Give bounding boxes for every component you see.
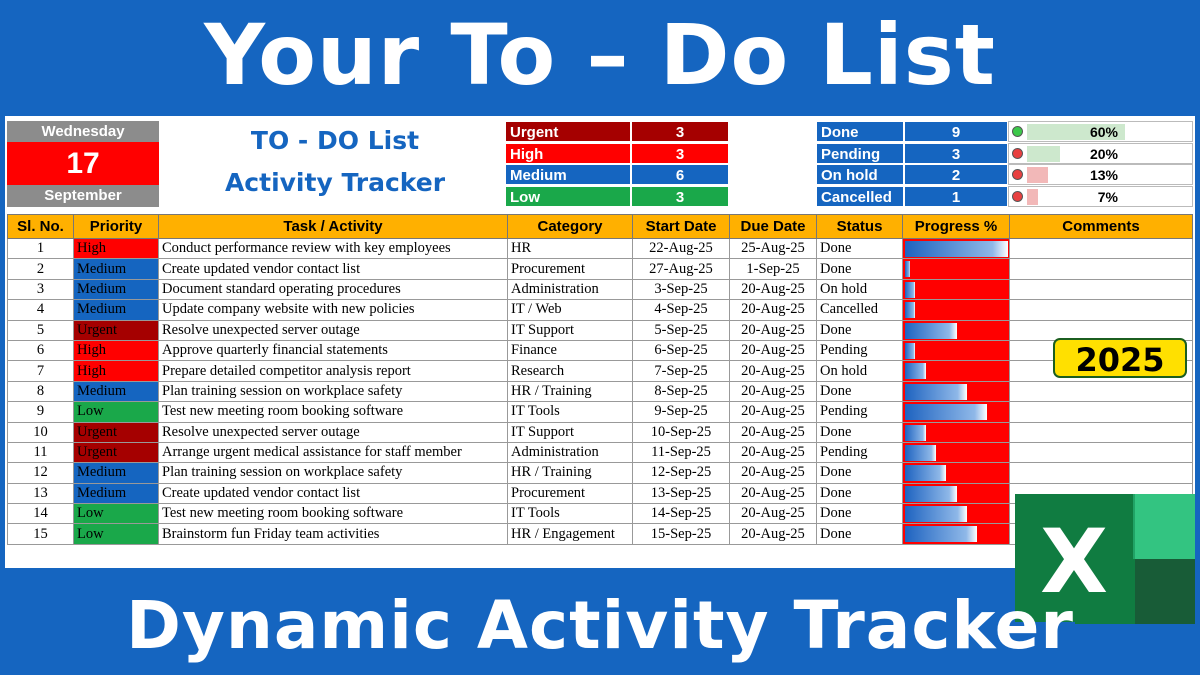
progress-bar	[905, 486, 957, 502]
priority-summary-count: 3	[631, 121, 729, 142]
row-progress	[903, 361, 1010, 381]
row-status: Pending	[817, 340, 903, 360]
row-task: Brainstorm fun Friday team activities	[159, 524, 508, 544]
row-priority: High	[74, 361, 159, 381]
progress-bar	[905, 343, 915, 359]
table-row	[8, 381, 1193, 401]
row-start-date: 11-Sep-25	[633, 442, 730, 462]
row-priority: High	[74, 340, 159, 360]
row-serial-number: 10	[8, 422, 74, 442]
row-priority: Urgent	[74, 442, 159, 462]
date-day-number: 17	[7, 142, 159, 185]
priority-summary-label: High	[505, 143, 631, 164]
priority-summary-count: 3	[631, 143, 729, 164]
row-serial-number: 6	[8, 340, 74, 360]
row-priority: Medium	[74, 300, 159, 320]
row-task: Resolve unexpected server outage	[159, 320, 508, 340]
row-due-date: 20-Aug-25	[730, 402, 817, 422]
row-due-date: 20-Aug-25	[730, 422, 817, 442]
row-progress	[903, 504, 1010, 524]
status-summary-count: 1	[904, 186, 1008, 207]
row-category: Administration	[508, 279, 633, 299]
row-priority: Medium	[74, 259, 159, 279]
excel-letter: X	[1040, 510, 1108, 613]
column-header: Start Date	[633, 215, 730, 239]
priority-summary-label: Low	[505, 186, 631, 207]
row-category: HR / Training	[508, 463, 633, 483]
row-start-date: 13-Sep-25	[633, 483, 730, 503]
row-priority: Medium	[74, 483, 159, 503]
progress-bar	[905, 282, 915, 298]
row-due-date: 1-Sep-25	[730, 259, 817, 279]
spreadsheet-area	[5, 116, 1195, 613]
row-progress	[903, 463, 1010, 483]
column-header: Progress %	[903, 215, 1010, 239]
row-progress	[903, 422, 1010, 442]
row-serial-number: 3	[8, 279, 74, 299]
row-comments[interactable]	[1010, 279, 1193, 299]
progress-bar	[905, 404, 987, 420]
row-status: Done	[817, 239, 903, 259]
row-category: IT Support	[508, 320, 633, 340]
progress-bar	[905, 241, 1008, 257]
status-percent-cell	[1008, 164, 1193, 185]
row-progress	[903, 381, 1010, 401]
row-task: Resolve unexpected server outage	[159, 422, 508, 442]
row-serial-number: 4	[8, 300, 74, 320]
row-start-date: 12-Sep-25	[633, 463, 730, 483]
row-priority: Medium	[74, 279, 159, 299]
row-serial-number: 11	[8, 442, 74, 462]
row-status: Pending	[817, 402, 903, 422]
row-comments[interactable]	[1010, 239, 1193, 259]
row-status: Done	[817, 504, 903, 524]
row-priority: Urgent	[74, 422, 159, 442]
progress-bar	[905, 302, 915, 318]
row-task: Test new meeting room booking software	[159, 504, 508, 524]
row-task: Approve quarterly financial statements	[159, 340, 508, 360]
row-start-date: 14-Sep-25	[633, 504, 730, 524]
row-category: IT Support	[508, 422, 633, 442]
tracker-subtitle: Activity Tracker	[224, 168, 446, 197]
row-task: Plan training session on workplace safety	[159, 463, 508, 483]
row-comments[interactable]	[1010, 422, 1193, 442]
row-priority: Urgent	[74, 320, 159, 340]
row-serial-number: 8	[8, 381, 74, 401]
row-category: HR / Training	[508, 381, 633, 401]
row-serial-number: 9	[8, 402, 74, 422]
row-progress	[903, 259, 1010, 279]
row-category: IT Tools	[508, 504, 633, 524]
row-priority: Medium	[74, 463, 159, 483]
row-start-date: 7-Sep-25	[633, 361, 730, 381]
year-badge: 2025	[1053, 338, 1187, 378]
column-header: Category	[508, 215, 633, 239]
progress-bar	[905, 384, 967, 400]
row-task: Update company website with new policies	[159, 300, 508, 320]
row-due-date: 25-Aug-25	[730, 239, 817, 259]
status-summary-label: On hold	[816, 164, 904, 185]
row-progress	[903, 300, 1010, 320]
row-priority: Low	[74, 402, 159, 422]
row-progress	[903, 340, 1010, 360]
row-start-date: 10-Sep-25	[633, 422, 730, 442]
row-due-date: 20-Aug-25	[730, 361, 817, 381]
row-task: Create updated vendor contact list	[159, 483, 508, 503]
table-row	[8, 279, 1193, 299]
date-month: September	[7, 185, 159, 207]
row-serial-number: 14	[8, 504, 74, 524]
row-status: Done	[817, 259, 903, 279]
table-row	[8, 361, 1193, 381]
status-percent-cell	[1008, 186, 1193, 207]
progress-bar	[905, 261, 910, 277]
row-due-date: 20-Aug-25	[730, 279, 817, 299]
row-status: Pending	[817, 442, 903, 462]
row-due-date: 20-Aug-25	[730, 381, 817, 401]
row-progress	[903, 320, 1010, 340]
row-start-date: 8-Sep-25	[633, 381, 730, 401]
row-comments[interactable]	[1010, 463, 1193, 483]
priority-summary-label: Urgent	[505, 121, 631, 142]
status-summary-count: 2	[904, 164, 1008, 185]
row-category: Research	[508, 361, 633, 381]
table-row	[8, 422, 1193, 442]
row-status: On hold	[817, 361, 903, 381]
table-row	[8, 259, 1193, 279]
row-progress	[903, 483, 1010, 503]
status-percent-cell	[1008, 121, 1193, 142]
row-comments[interactable]	[1010, 402, 1193, 422]
row-start-date: 9-Sep-25	[633, 402, 730, 422]
top-banner-title: Your To – Do List	[204, 6, 996, 104]
column-header: Comments	[1010, 215, 1193, 239]
row-category: Finance	[508, 340, 633, 360]
status-percent-value: 60%	[1089, 124, 1118, 140]
bottom-banner-title: Dynamic Activity Tracker	[126, 587, 1074, 664]
progress-bar	[905, 425, 926, 441]
progress-bar	[905, 323, 957, 339]
status-summary-label: Pending	[816, 143, 904, 164]
row-task: Conduct performance review with key employees	[159, 239, 508, 259]
row-task: Create updated vendor contact list	[159, 259, 508, 279]
row-serial-number: 5	[8, 320, 74, 340]
date-weekday: Wednesday	[7, 121, 159, 142]
priority-summary-count: 3	[631, 186, 729, 207]
column-header: Sl. No.	[8, 215, 74, 239]
row-start-date: 5-Sep-25	[633, 320, 730, 340]
table-header-row	[8, 215, 1193, 239]
row-status: Done	[817, 320, 903, 340]
table-row	[8, 239, 1193, 259]
tracker-title: TO - DO List	[250, 126, 420, 155]
status-percent-value: 13%	[1089, 167, 1118, 183]
row-due-date: 20-Aug-25	[730, 300, 817, 320]
table-row	[8, 402, 1193, 422]
row-task: Plan training session on workplace safety	[159, 381, 508, 401]
progress-bar	[905, 363, 926, 379]
row-category: HR	[508, 239, 633, 259]
status-summary-label: Cancelled	[816, 186, 904, 207]
row-start-date: 6-Sep-25	[633, 340, 730, 360]
row-due-date: 20-Aug-25	[730, 524, 817, 544]
row-status: On hold	[817, 279, 903, 299]
progress-bar	[905, 445, 936, 461]
row-status: Cancelled	[817, 300, 903, 320]
row-comments[interactable]	[1010, 259, 1193, 279]
row-serial-number: 13	[8, 483, 74, 503]
row-start-date: 4-Sep-25	[633, 300, 730, 320]
priority-summary-count: 6	[631, 164, 729, 185]
row-status: Done	[817, 381, 903, 401]
progress-bar	[905, 465, 946, 481]
row-status: Done	[817, 483, 903, 503]
row-comments[interactable]	[1010, 442, 1193, 462]
row-task: Test new meeting room booking software	[159, 402, 508, 422]
row-progress	[903, 442, 1010, 462]
status-summary-label: Done	[816, 121, 904, 142]
row-task: Arrange urgent medical assistance for staff member	[159, 442, 508, 462]
row-start-date: 15-Sep-25	[633, 524, 730, 544]
row-category: Procurement	[508, 259, 633, 279]
row-serial-number: 15	[8, 524, 74, 544]
row-status: Done	[817, 524, 903, 544]
row-comments[interactable]	[1010, 381, 1193, 401]
row-progress	[903, 279, 1010, 299]
row-task: Prepare detailed competitor analysis report	[159, 361, 508, 381]
table-row	[8, 320, 1193, 340]
row-progress	[903, 402, 1010, 422]
row-category: IT / Web	[508, 300, 633, 320]
row-due-date: 20-Aug-25	[730, 463, 817, 483]
row-due-date: 20-Aug-25	[730, 504, 817, 524]
row-due-date: 20-Aug-25	[730, 483, 817, 503]
status-summary-count: 3	[904, 143, 1008, 164]
row-task: Document standard operating procedures	[159, 279, 508, 299]
row-category: IT Tools	[508, 402, 633, 422]
status-percent-value: 20%	[1089, 145, 1118, 162]
column-header: Status	[817, 215, 903, 239]
row-serial-number: 7	[8, 361, 74, 381]
column-header: Task / Activity	[159, 215, 508, 239]
row-due-date: 20-Aug-25	[730, 320, 817, 340]
status-percent-cell	[1008, 143, 1193, 164]
row-priority: High	[74, 239, 159, 259]
table-row	[8, 300, 1193, 320]
row-serial-number: 2	[8, 259, 74, 279]
priority-summary-label: Medium	[505, 164, 631, 185]
row-category: HR / Engagement	[508, 524, 633, 544]
row-start-date: 22-Aug-25	[633, 239, 730, 259]
row-progress	[903, 239, 1010, 259]
status-summary-count: 9	[904, 121, 1008, 142]
progress-bar	[905, 506, 967, 522]
row-comments[interactable]	[1010, 300, 1193, 320]
row-start-date: 3-Sep-25	[633, 279, 730, 299]
row-category: Administration	[508, 442, 633, 462]
row-priority: Medium	[74, 381, 159, 401]
table-row	[8, 442, 1193, 462]
row-due-date: 20-Aug-25	[730, 340, 817, 360]
row-start-date: 27-Aug-25	[633, 259, 730, 279]
progress-bar	[905, 526, 977, 542]
table-row	[8, 463, 1193, 483]
row-due-date: 20-Aug-25	[730, 442, 817, 462]
table-row	[8, 340, 1193, 360]
row-status: Done	[817, 463, 903, 483]
row-category: Procurement	[508, 483, 633, 503]
row-progress	[903, 524, 1010, 544]
row-status: Done	[817, 422, 903, 442]
row-serial-number: 1	[8, 239, 74, 259]
column-header: Due Date	[730, 215, 817, 239]
row-priority: Low	[74, 504, 159, 524]
status-percent-value: 7%	[1097, 188, 1118, 205]
row-serial-number: 12	[8, 463, 74, 483]
row-priority: Low	[74, 524, 159, 544]
column-header: Priority	[74, 215, 159, 239]
